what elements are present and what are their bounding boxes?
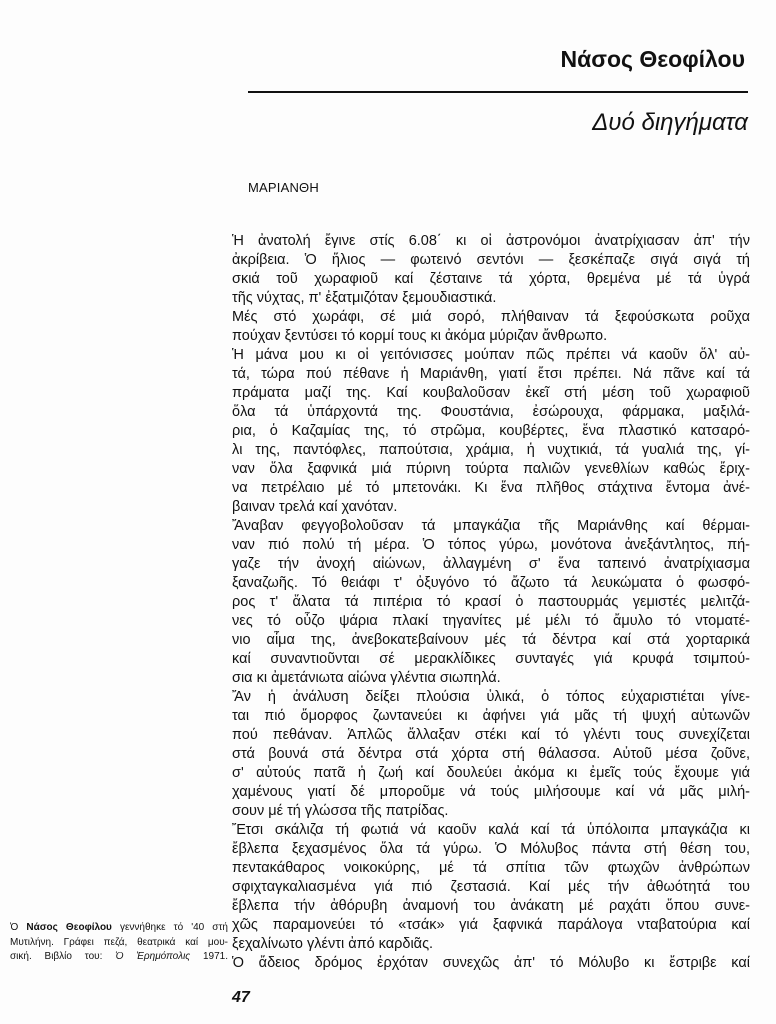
footnote-line: Μυτιλήνη. Γράφει πεζά, θεατρικά καί μου- — [10, 936, 228, 948]
footnote-book-title: Ὁ Ἐρημόπολις — [115, 951, 191, 962]
body-line: σκιά τοῦ χωραφιοῦ καί ζέσταινε τά χόρτα, θρεμένα μέ τά ὑγρά — [232, 271, 750, 287]
body-line: Ἡ ἀνατολή ἔγινε στίς 6.08΄ κι οἱ ἀστρονόμοι ἀνατρίχιασαν ἀπ' τήν — [232, 233, 750, 249]
body-line: καί συναντιοῦνται σέ μερακλίδικες συνταγές γιά κρυφά τσιμπού- — [232, 651, 750, 667]
story-body — [232, 232, 750, 973]
body-line: ναν πιό πολύ τή μέρα. Ὁ τόπος γύρω, μονότονα ἀνεξάντλητος, πή- — [232, 537, 750, 553]
page-number: 47 — [232, 989, 250, 1006]
body-line: ναν ὅλα ξαφνικά μιά πύρινη τούρτα παλιῶν γενεθλίων καθώς ἔριχ- — [232, 461, 750, 477]
footnote-text: 1971. — [190, 951, 228, 962]
body-line: σια κι ἀμετάνιωτα αἰώνα γλέντια σιωπηλά. — [232, 670, 501, 686]
body-line: σουν μέ τή γλώσσα τῆς πατρίδας. — [232, 803, 449, 819]
body-line: λι της, παντόφλες, παπούτσια, χράμια, ἡ νυχτικιά, τά γυαλιά της, γί- — [232, 442, 750, 458]
body-line: σφιχταγκαλιασμένα γιά πιό ζεστασιά. Καί μές τήν ἀθωότητά του — [232, 879, 750, 895]
body-line: στά βουνά στά δέντρα στά χόρτα στή θάλασσα. Αὐτοῦ μέσα ζοῦνε, — [232, 746, 750, 762]
body-line: ρος τ' ἅλατα τά πιπέρια τό κρασί ὁ παστουρμάς γεμιστές μελιτζά- — [232, 594, 750, 610]
body-line: Ὁ ἄδειος δρόμος ἐρχόταν συνεχῶς ἀπ' τό Μόλυβο κι ἔστριβε καί — [232, 955, 750, 971]
paragraph — [232, 346, 750, 517]
body-line: ἔβλεπα τήν ἀθόρυβη ἀναμονή του ἀνάκατη μέ ραχάτι ὅπου συνε- — [232, 898, 750, 914]
body-line: τῆς νύχτας, π' ἐξατμιζόταν ξεμουδιαστικά. — [232, 290, 497, 306]
body-line: ξαναζωῆς. Τό θειάφι τ' ὀξυγόνο τό ἄζωτο τά λευκώματα ὁ φωσφό- — [232, 575, 750, 591]
heading-rule — [248, 91, 748, 93]
body-line: χαμένους γιατί δέ μποροῦμε νά τούς μιλήσουμε καί νά μᾶς μιλή- — [232, 784, 750, 800]
body-line: Ἄν ἡ ἀνάλυση δείξει πλούσια ὑλικά, ὁ τόπος εὐχαριστιέται γίνε- — [232, 689, 750, 705]
body-line: ται πιό ὄμορφος ζωντανεύει κι ἀφήνει γιά μᾶς τή ψυχή αὐτωνῶν — [232, 708, 750, 724]
author-heading: Νάσος Θεοφίλου — [560, 46, 745, 72]
body-line: Μές στό χωράφι, σέ μιά σορό, πλήθαιναν τά ξεφούσκωτα ροῦχα — [232, 309, 750, 325]
body-line: Ἔτσι σκάλιζα τή φωτιά νά καοῦν καλά καί τά ὑπόλοιπα μπαγκάζια κι — [232, 822, 750, 838]
footnote-line — [10, 950, 228, 965]
section-subtitle: Δυό διηγήματα — [592, 109, 748, 136]
author-footnote — [10, 921, 228, 965]
body-line: ξεχαλίνωτο γλέντι ἀπό καρδιᾶς. — [232, 936, 434, 952]
body-line: ἀκρίβεια. Ὁ ἥλιος — φωτεινό σεντόνι — ξεσκέπαζε σιγά σιγά τή — [232, 252, 750, 268]
body-line: χῶς παραμονεύει τό «τσάκ» γιά ξαφνικά παράλογα νταβατούρια καί — [232, 917, 750, 933]
body-line: ἔβλεπα ξεχασμένος ὅλα τά γύρω. Ὁ Μόλυβος πάντα στή θέση του, — [232, 841, 750, 857]
footnote-text: σική. Βιβλίο του: — [10, 951, 116, 962]
paragraph — [232, 232, 750, 308]
footnote-text: γεννήθηκε τό '40 στή — [111, 922, 228, 933]
body-line: βαιναν τρελά καί χανόταν. — [232, 499, 398, 515]
body-line: ὅλα τά ὑπάρχοντά της. Φουστάνια, ἐσώρουχα, φάρμακα, μαξιλά- — [232, 404, 750, 420]
story-title: ΜΑΡΙΑΝΘΗ — [248, 180, 319, 195]
body-line: ρια, ὁ Καζαμίας της, τό στρῶμα, κουβέρτες, ἕνα πλαστικό κατσαρό- — [232, 423, 750, 439]
paragraph — [232, 308, 750, 346]
paragraph — [232, 517, 750, 688]
footnote-text: Ὁ — [10, 922, 27, 933]
footnote-line — [10, 921, 228, 936]
body-line: γαζε τήν ἀνοχή αἰώνων, ἀλλαγμένη σ' ἕνα ταπεινό ἀνατρίχιασμα — [232, 556, 750, 572]
body-line: νες τό οὖζο ψάρια πλακί τηγανίτες μέ μέλι τό ἄμυλο τό ντοματέ- — [232, 613, 750, 629]
paragraph — [232, 688, 750, 821]
paragraph — [232, 821, 750, 954]
body-line: πούχαν ξεντύσει τό κορμί τους κι ἀκόμα μύριζαν ἄνθρωπο. — [232, 328, 608, 344]
body-line: να πετρέλαιο μέ τό μπετονάκι. Κι ἕνα πλῆθος στάχτινα ἔντομα ἀνέ- — [232, 480, 750, 496]
body-line: πού πεθάναν. Ἁπλῶς ἄλλαξαν στέκι καί τό γλέντι τους συνεχίζεται — [232, 727, 750, 743]
body-line: Ἡ μάνα μου κι οἱ γειτόνισσες μούπαν πῶς πρέπει νά καοῦν ὅλ' αὐ- — [232, 347, 750, 363]
body-line: πεντακάθαρος νοικοκύρης, μέ τά σπίτια τῶν φτωχῶν ἀνθρώπων — [232, 860, 750, 876]
footnote-author-name: Νάσος Θεοφίλου — [26, 922, 112, 933]
body-line: Ἄναβαν φεγγοβολοῦσαν τά μπαγκάζια τῆς Μαριάνθης καί θέρμαι- — [232, 518, 750, 534]
body-line: τά, τώρα πού πέθανε ἡ Μαριάνθη, γιατί ἔτσι πρέπει. Νά πᾶνε καί τά — [232, 366, 750, 382]
body-line: σ' αὐτούς πατᾶ ἡ ζωή καί δουλεύει ἀκόμα κι ἐμεῖς τούς ἔχουμε γιά — [232, 765, 750, 781]
paragraph — [232, 954, 750, 973]
body-line: πράματα μαζί της. Καί κουβαλοῦσαν ἐκεῖ στή μέση τοῦ χωραφιοῦ — [232, 385, 750, 401]
body-line: νιο αἷμα της, ἀνεβοκατεβαίνουν μές τά δέντρα καί στά χορταρικά — [232, 632, 750, 648]
